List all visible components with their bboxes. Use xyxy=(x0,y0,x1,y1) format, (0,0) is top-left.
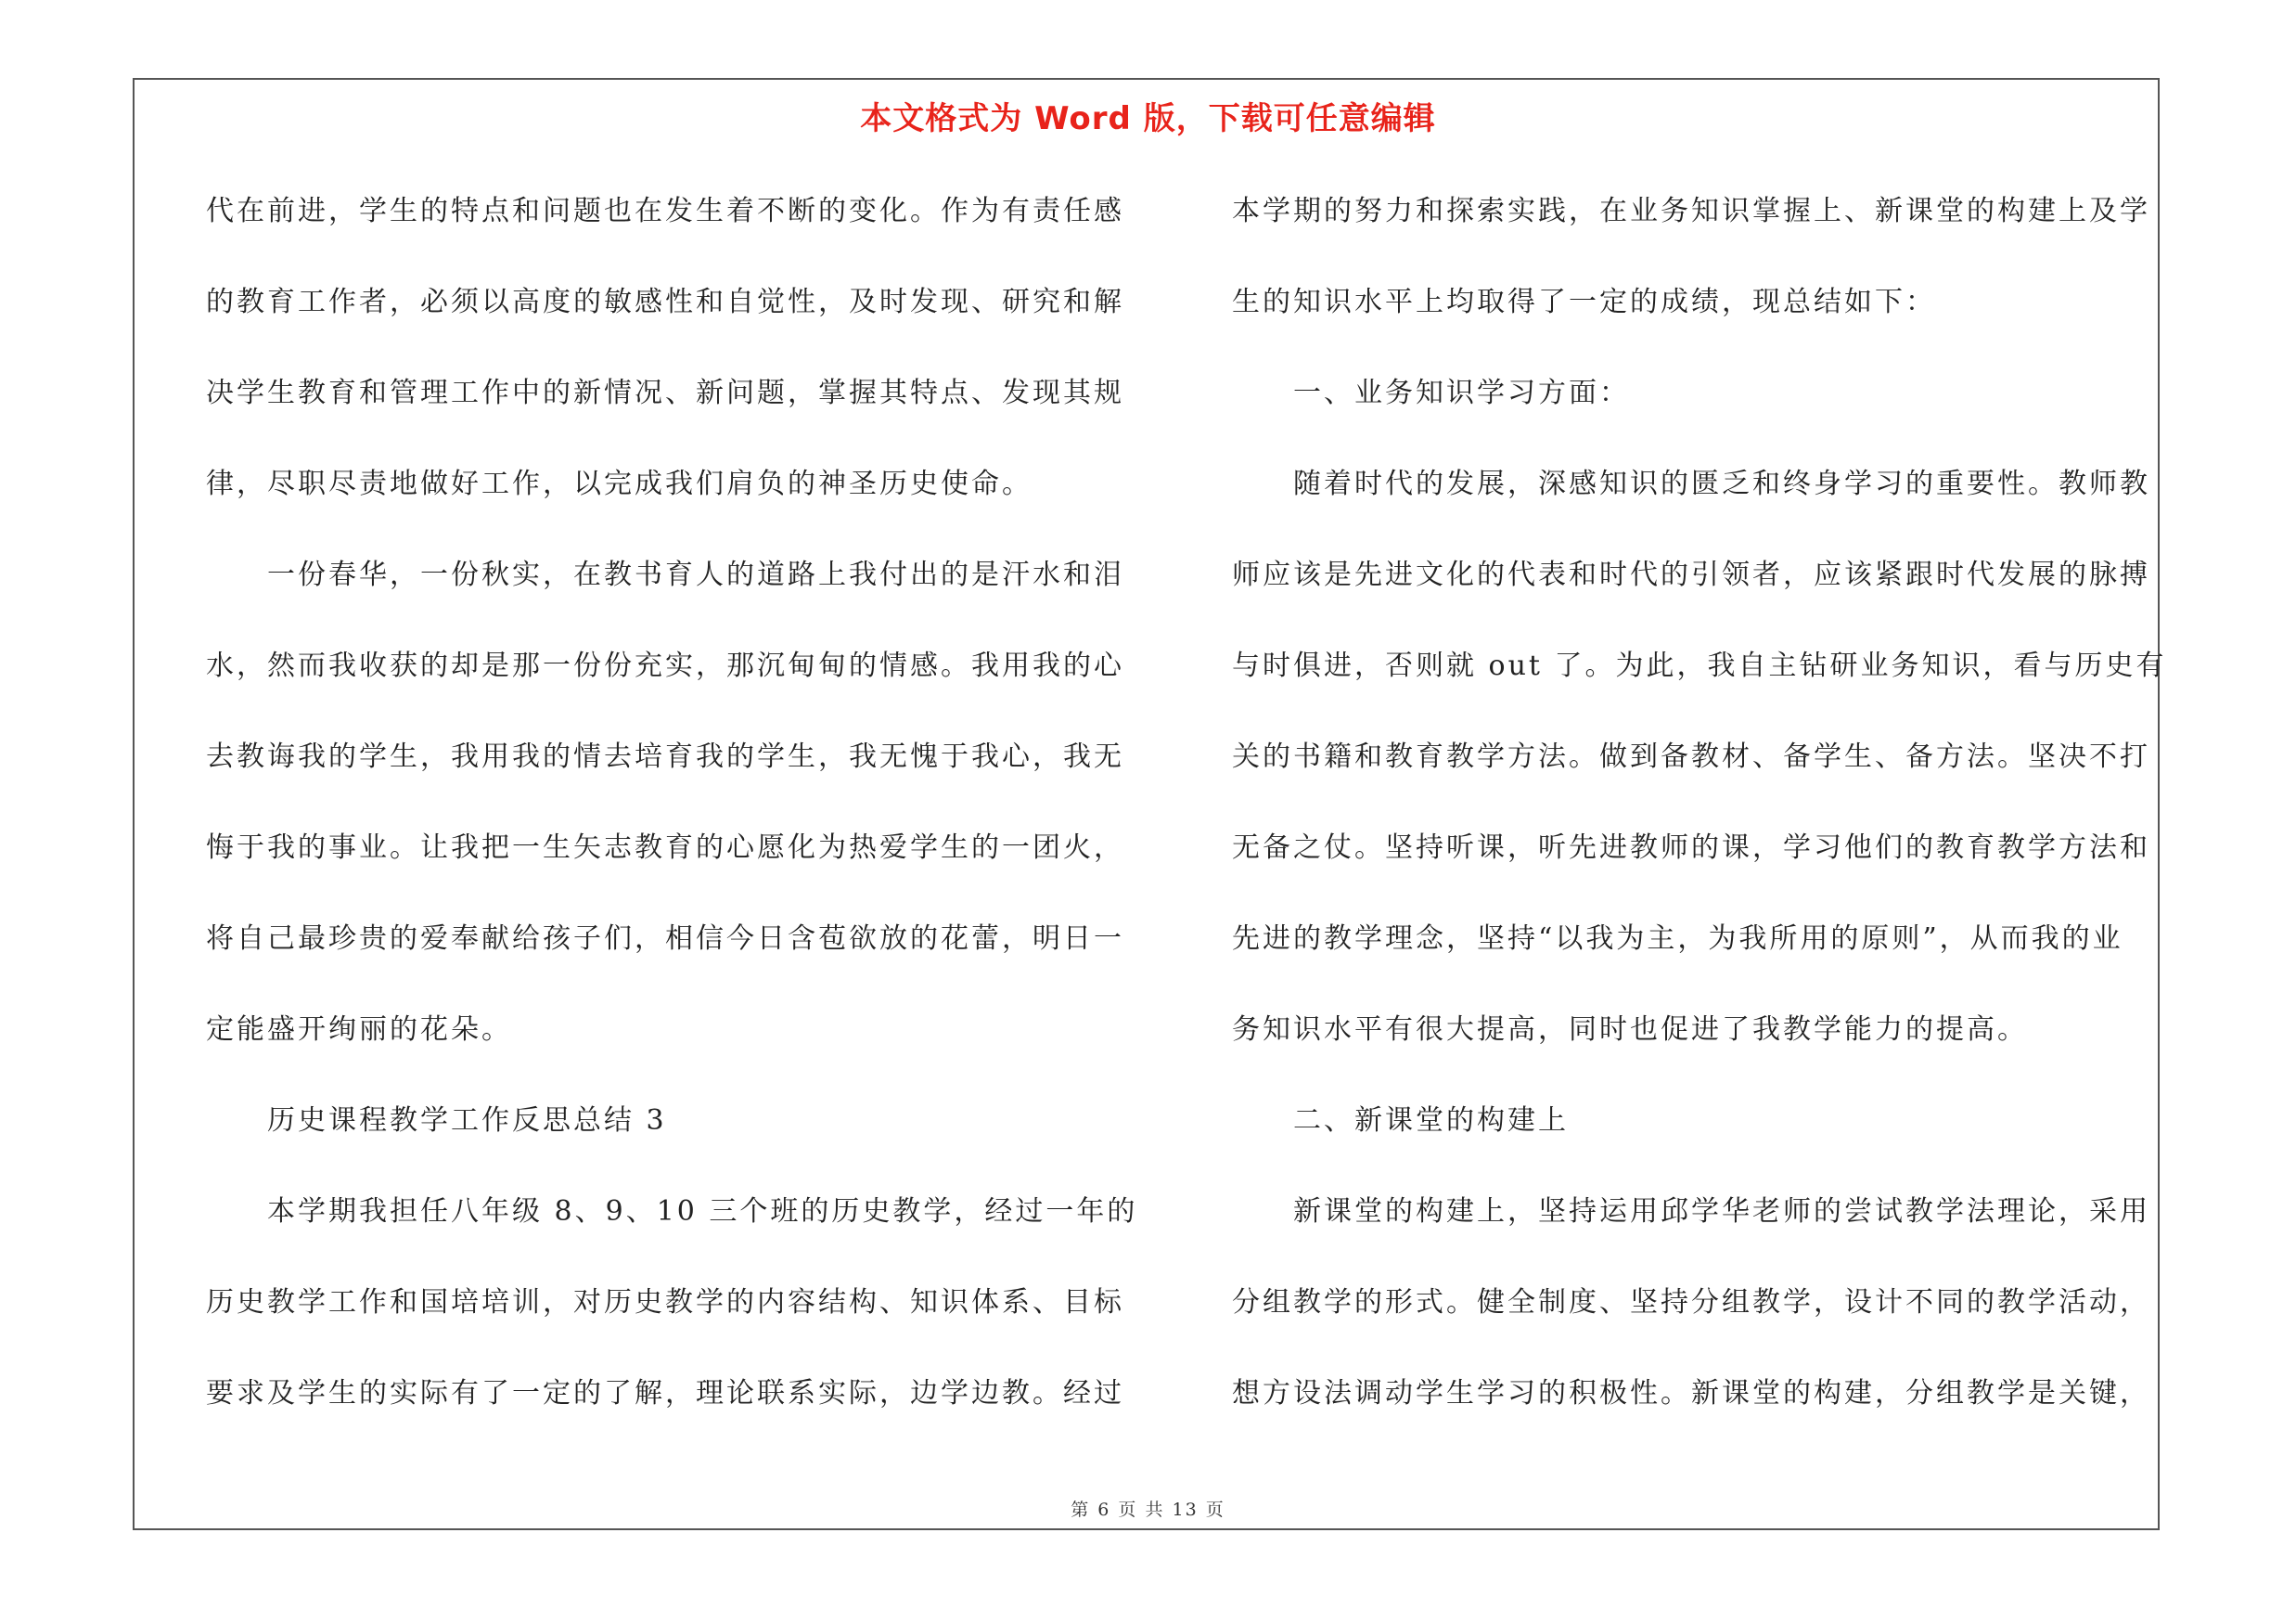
section-heading: 二、新课堂的构建上 xyxy=(1293,1104,1569,1137)
paragraph-line: 随着时代的发展，深感知识的匮乏和终身学习的重要性。教师教 xyxy=(1293,468,2150,500)
paragraph-line: 先进的教学理念，坚持“以我为主，为我所用的原则”，从而我的业 xyxy=(1232,922,2123,955)
paragraph-line: 关的书籍和教育教学方法。做到备教材、备学生、备方法。坚决不打 xyxy=(1232,741,2150,773)
paragraph-line: 水，然而我收获的却是那一份份充实，那沉甸甸的情感。我用我的心 xyxy=(206,650,1124,682)
paragraph-line: 将自己最珍贵的爱奉献给孩子们，相信今日含苞欲放的花蕾，明日一 xyxy=(206,922,1124,955)
paragraph-line: 本学期我担任八年级 8、9、10 三个班的历史教学，经过一年的 xyxy=(267,1195,1138,1228)
paragraph-line: 去教诲我的学生，我用我的情去培育我的学生，我无愧于我心，我无 xyxy=(206,741,1124,773)
paragraph-line: 务知识水平有很大提高，同时也促进了我教学能力的提高。 xyxy=(1232,1013,2028,1046)
paragraph-line: 新课堂的构建上，坚持运用邱学华老师的尝试教学法理论，采用 xyxy=(1293,1195,2150,1228)
paragraph-line: 要求及学生的实际有了一定的了解，理论联系实际，边学边教。经过 xyxy=(206,1377,1124,1410)
paragraph-line: 与时俱进，否则就 out 了。为此，我自主钻研业务知识，看与历史有 xyxy=(1232,650,2167,682)
paragraph-line: 本学期的努力和探索实践，在业务知识掌握上、新课堂的构建上及学 xyxy=(1232,195,2150,227)
paragraph-line: 师应该是先进文化的代表和时代的引领者，应该紧跟时代发展的脉搏 xyxy=(1232,559,2150,591)
paragraph-line: 历史教学工作和国培培训，对历史教学的内容结构、知识体系、目标 xyxy=(206,1286,1124,1319)
paragraph-line: 的教育工作者，必须以高度的敏感性和自觉性，及时发现、研究和解 xyxy=(206,286,1124,318)
paragraph-line: 悔于我的事业。让我把一生矢志教育的心愿化为热爱学生的一团火， xyxy=(206,831,1124,864)
left-text-column xyxy=(206,184,1138,1457)
section-heading: 历史课程教学工作反思总结 3 xyxy=(267,1104,667,1137)
paragraph-line: 代在前进，学生的特点和问题也在发生着不断的变化。作为有责任感 xyxy=(206,195,1124,227)
paragraph-line: 律，尽职尽责地做好工作，以完成我们肩负的神圣历史使命。 xyxy=(206,468,1033,500)
paragraph-line: 生的知识水平上均取得了一定的成绩，现总结如下： xyxy=(1232,286,1936,318)
paragraph-line: 分组教学的形式。健全制度、坚持分组教学，设计不同的教学活动， xyxy=(1232,1286,2150,1319)
paragraph-line: 无备之仗。坚持听课，听先进教师的课，学习他们的教育教学方法和 xyxy=(1232,831,2150,864)
paragraph-line: 定能盛开绚丽的花朵。 xyxy=(206,1013,512,1046)
word-format-banner: 本文格式为 Word 版，下载可任意编辑 xyxy=(860,100,1436,137)
page-number-footer: 第 6 页 共 13 页 xyxy=(1071,1500,1225,1520)
paragraph-line: 决学生教育和管理工作中的新情况、新问题，掌握其特点、发现其规 xyxy=(206,377,1124,409)
section-heading: 一、业务知识学习方面： xyxy=(1293,377,1630,409)
paragraph-line: 一份春华，一份秋实，在教书育人的道路上我付出的是汗水和泪 xyxy=(267,559,1124,591)
paragraph-line: 想方设法调动学生学习的积极性。新课堂的构建，分组教学是关键， xyxy=(1232,1377,2150,1410)
right-text-column xyxy=(1232,184,2167,1457)
